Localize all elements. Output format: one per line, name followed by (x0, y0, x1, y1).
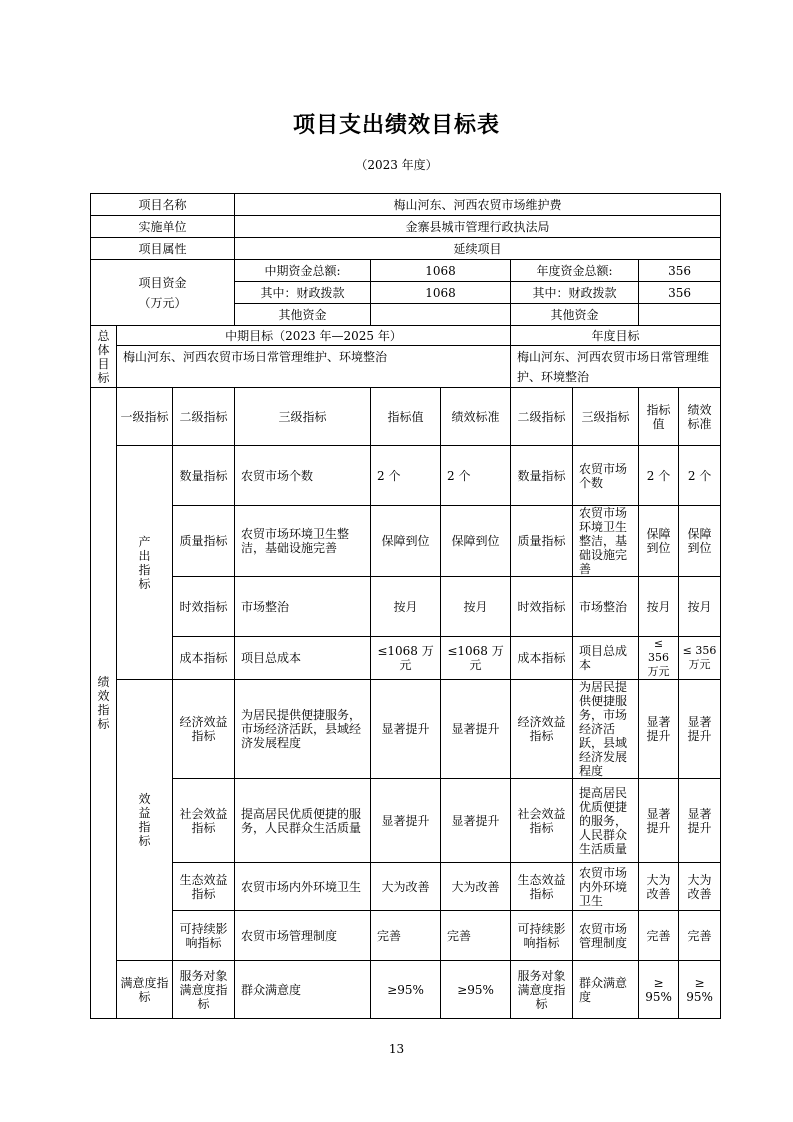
row-l2: 数量指标 (173, 446, 235, 506)
col-header-l3: 三级指标 (235, 388, 371, 446)
performance-table (90, 193, 721, 1019)
row-l2: 经济效益指标 (173, 680, 235, 779)
row-l3: 农贸市场个数 (235, 446, 371, 506)
row-year-standard: 显著提升 (679, 779, 721, 863)
mid-fiscal-value: 1068 (371, 282, 511, 304)
year-other-value (639, 304, 721, 326)
row-year-value: 保障到位 (639, 506, 679, 577)
output-indicators-label (117, 446, 173, 680)
row-year-l2: 时效指标 (511, 577, 573, 637)
project-fund-label (91, 260, 235, 326)
row-value: 完善 (371, 911, 441, 961)
row-value: 2 个 (371, 446, 441, 506)
row-l2: 生态效益指标 (173, 863, 235, 911)
row-l3: 农贸市场管理制度 (235, 911, 371, 961)
row-l3: 市场整治 (235, 577, 371, 637)
row-value: 大为改善 (371, 863, 441, 911)
row-year-l2: 经济效益指标 (511, 680, 573, 779)
row-year-value: 完善 (639, 911, 679, 961)
row-year-l3: 农贸市场环境卫生整洁，基础设施完善 (573, 506, 639, 577)
row-year-l3: 农贸市场个数 (573, 446, 639, 506)
row-year-standard: 显著提升 (679, 680, 721, 779)
row-year-standard: 大为改善 (679, 863, 721, 911)
mid-total-label: 中期资金总额: (235, 260, 371, 282)
year-fiscal-label: 其中：财政拨款 (511, 282, 639, 304)
mid-goal-header: 中期目标（2023 年—2025 年） (117, 326, 511, 346)
output-indicators-label-text: 产出指标 (138, 534, 151, 591)
year-goal-header: 年度目标 (511, 326, 721, 346)
row-standard: 保障到位 (441, 506, 511, 577)
row-l3: 农贸市场内外环境卫生 (235, 863, 371, 911)
row-year-value: ≥ 95% (639, 961, 679, 1019)
project-name-label: 项目名称 (91, 194, 235, 216)
year-subtitle: （2023 年度） (355, 158, 438, 172)
row-year-standard: ≤ 356 万元 (679, 637, 721, 680)
row-value: 保障到位 (371, 506, 441, 577)
indicators-label-text: 绩效指标 (97, 675, 110, 731)
mid-other-value (371, 304, 511, 326)
overall-goal-label-text: 总体目标 (97, 328, 110, 385)
impl-unit-label: 实施单位 (91, 216, 235, 238)
row-year-value: 显著提升 (639, 680, 679, 779)
row-year-l3: 市场整治 (573, 577, 639, 637)
row-standard: ≤1068 万元 (441, 637, 511, 680)
year-total-label: 年度资金总额: (511, 260, 639, 282)
row-year-l2: 服务对象满意度指标 (511, 961, 573, 1019)
year-goal-text: 梅山河东、河西农贸市场日常管理维护、环境整治 (511, 346, 721, 388)
row-l2: 成本指标 (173, 637, 235, 680)
row-year-standard: ≥ 95% (679, 961, 721, 1019)
benefit-indicators-label-text: 效益指标 (138, 792, 151, 848)
col-header-year-value: 指标值 (639, 388, 679, 446)
row-value: ≥95% (371, 961, 441, 1019)
row-year-l3: 农贸市场内外环境卫生 (573, 863, 639, 911)
year-fiscal-value: 356 (639, 282, 721, 304)
row-year-l2: 生态效益指标 (511, 863, 573, 911)
row-year-l3: 项目总成本 (573, 637, 639, 680)
row-year-l3: 提高居民优质便捷的服务，人民群众生活质量 (573, 779, 639, 863)
satisfaction-indicators-label: 满意度指标 (117, 961, 173, 1019)
page-number: 13 (388, 1042, 405, 1056)
row-l2: 社会效益指标 (173, 779, 235, 863)
row-year-value: 大为改善 (639, 863, 679, 911)
col-header-value: 指标值 (371, 388, 441, 446)
col-header-standard: 绩效标准 (441, 388, 511, 446)
project-attr: 延续项目 (235, 238, 721, 260)
mid-fiscal-label: 其中：财政拨款 (235, 282, 371, 304)
row-year-standard: 按月 (679, 577, 721, 637)
year-other-label: 其他资金 (511, 304, 639, 326)
row-l2: 时效指标 (173, 577, 235, 637)
row-l3: 农贸市场环境卫生整洁，基础设施完善 (235, 506, 371, 577)
row-year-l2: 社会效益指标 (511, 779, 573, 863)
indicators-label (91, 388, 117, 1019)
col-header-year-standard: 绩效标准 (679, 388, 721, 446)
year-total-value: 356 (639, 260, 721, 282)
row-l3: 群众满意度 (235, 961, 371, 1019)
row-value: 显著提升 (371, 680, 441, 779)
row-year-l3: 为居民提供便捷服务，市场经济活跃，县域经济发展程度 (573, 680, 639, 779)
row-year-l2: 质量指标 (511, 506, 573, 577)
row-l3: 项目总成本 (235, 637, 371, 680)
col-header-year-l2: 二级指标 (511, 388, 573, 446)
col-header-year-l3: 三级指标 (573, 388, 639, 446)
row-value: 显著提升 (371, 779, 441, 863)
mid-other-label: 其他资金 (235, 304, 371, 326)
page-title: 项目支出绩效目标表 (292, 113, 500, 138)
row-year-l2: 可持续影响指标 (511, 911, 573, 961)
impl-unit: 金寨县城市管理行政执法局 (235, 216, 721, 238)
row-value: ≤1068 万元 (371, 637, 441, 680)
row-year-l2: 数量指标 (511, 446, 573, 506)
col-header-l2: 二级指标 (173, 388, 235, 446)
row-l3: 为居民提供便捷服务，市场经济活跃，县域经济发展程度 (235, 680, 371, 779)
project-fund-label-line2: （万元） (138, 295, 187, 310)
mid-goal-text: 梅山河东、河西农贸市场日常管理维护、环境整治 (117, 346, 511, 388)
row-year-value: 显著提升 (639, 779, 679, 863)
row-year-l2: 成本指标 (511, 637, 573, 680)
mid-total-value: 1068 (371, 260, 511, 282)
row-standard: 显著提升 (441, 680, 511, 779)
row-standard: 按月 (441, 577, 511, 637)
benefit-indicators-label (117, 680, 173, 961)
row-year-value: ≤ 356 万元 (639, 637, 679, 680)
row-year-standard: 完善 (679, 911, 721, 961)
row-l2: 可持续影响指标 (173, 911, 235, 961)
row-year-l3: 群众满意度 (573, 961, 639, 1019)
row-standard: 2 个 (441, 446, 511, 506)
overall-goal-label (91, 326, 117, 388)
row-year-standard: 保障到位 (679, 506, 721, 577)
row-l3: 提高居民优质便捷的服务，人民群众生活质量 (235, 779, 371, 863)
col-header-l1: 一级指标 (117, 388, 173, 446)
row-year-value: 按月 (639, 577, 679, 637)
project-fund-label-line1: 项目资金 (138, 275, 187, 290)
row-l2: 服务对象满意度指标 (173, 961, 235, 1019)
row-year-l3: 农贸市场管理制度 (573, 911, 639, 961)
row-standard: 大为改善 (441, 863, 511, 911)
row-standard: 完善 (441, 911, 511, 961)
row-standard: ≥95% (441, 961, 511, 1019)
row-year-value: 2 个 (639, 446, 679, 506)
row-value: 按月 (371, 577, 441, 637)
row-standard: 显著提升 (441, 779, 511, 863)
project-attr-label: 项目属性 (91, 238, 235, 260)
project-name: 梅山河东、河西农贸市场维护费 (235, 194, 721, 216)
row-l2: 质量指标 (173, 506, 235, 577)
row-year-standard: 2 个 (679, 446, 721, 506)
